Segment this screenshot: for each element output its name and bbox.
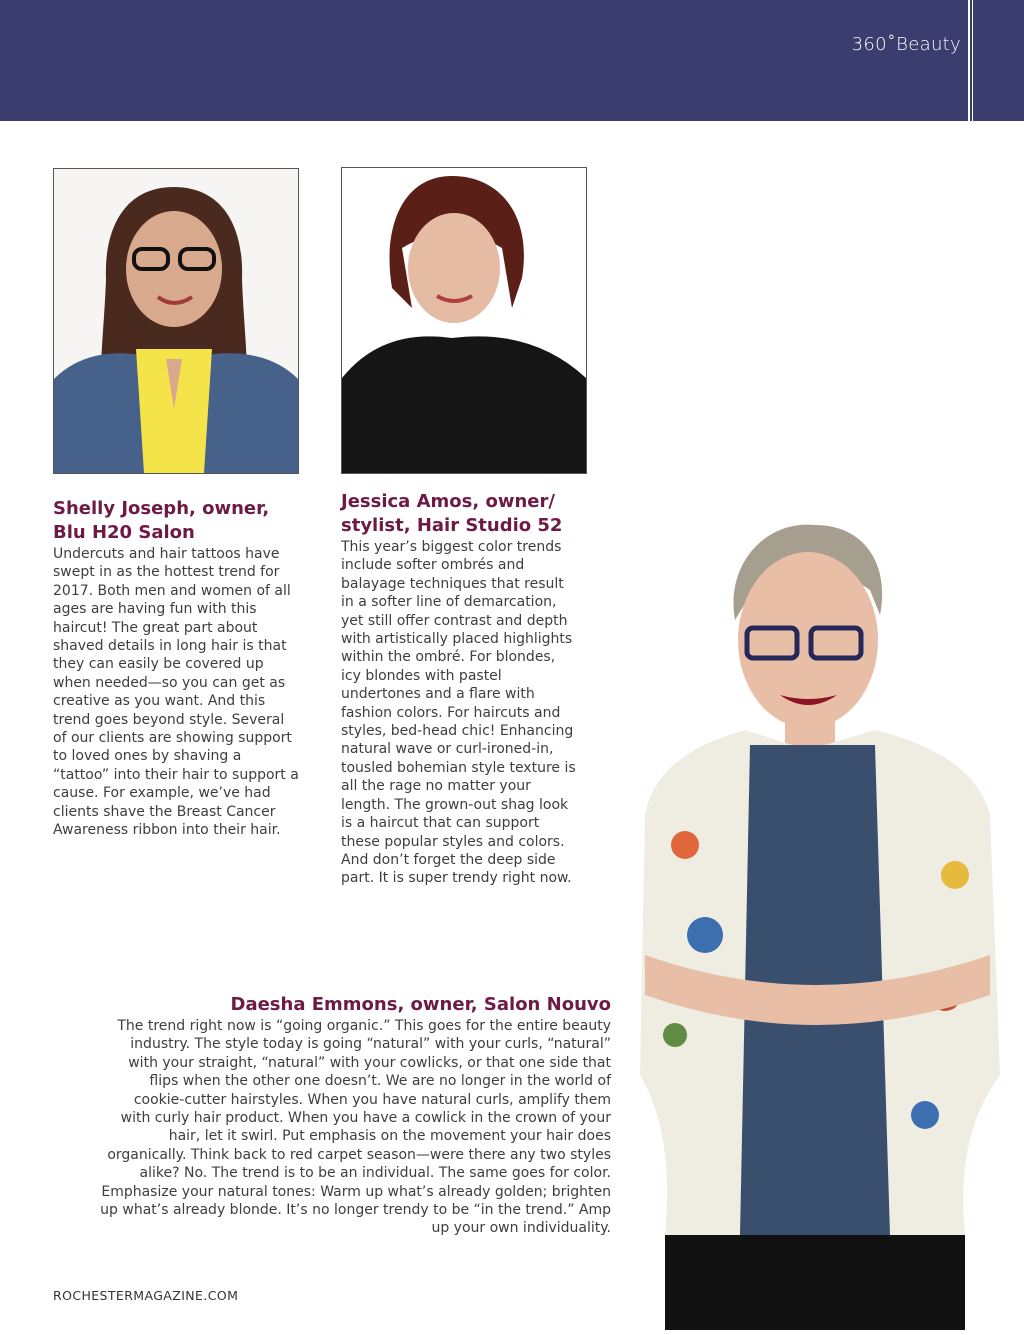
profile-name-line2: stylist, Hair Studio 52 xyxy=(341,515,563,536)
header-rule xyxy=(968,0,970,121)
cutout-photo-daesha xyxy=(625,515,1010,1330)
profile-paragraph-daesha: The trend right now is “going organic.” This goes for the entire beauty industry. The style today is going “natural” with your curls, “natural” with your straight, “natural” with your cowlicks, or that one side that flips when the other one doesn’t. We are no longer in the world of cookie-cutter hairstyles. When you have natural curls, amplify them with curly hair product. When you have a cowlick in the crown of your hair, let it swirl. Put emphasis on the movement your hair does organically. Think back to red carpet season—were there any two styles alike? No. The trend is to be an individual. The same goes for color. Emphasize your natural tones: Warm up what’s already golden; brighten up what’s already blonde. It’s no longer trendy to be “in the trend.” Amp up your own individuality. xyxy=(100,1018,611,1237)
profile-name-line1: Shelly Joseph, owner, xyxy=(53,498,270,519)
portrait-photo-jessica xyxy=(341,167,587,474)
profile-name-jessica xyxy=(341,490,601,538)
profile-paragraph-jessica: This year’s biggest color trends include softer ombrés and balayage techniques that result in a softer line of demarcation, yet still offer contrast and depth with artistically placed highlights within the ombré. For blondes, icy blondes with pastel undertones and a flare with fashion colors. For haircuts and styles, bed-head chic! Enhancing natural wave or curl-ironed-in, tousled bohemian style texture is all the rage no matter your length. The grown-out shag look is a haircut that can support these popular styles and colors. And don’t forget the deep side part. It is super trendy right now. xyxy=(341,539,576,887)
header-band xyxy=(0,0,1024,121)
profile-paragraph-shelly: Undercuts and hair tattoos have swept in as the hottest trend for 2017. Both men and women of all ages are having fun with this haircut! The great part about shaved details in long hair is that they can easily be covered up when needed—so you can get as creative as you want. And this trend goes beyond style. Several of our clients are showing support to loved ones by shaving a “tattoo” into their hair to support a cause. For example, we’ve had clients shave the Breast Cancer Awareness ribbon into their hair. xyxy=(53,546,299,839)
footer-site-url: ROCHESTERMAGAZINE.COM xyxy=(53,1288,239,1303)
profile-name-shelly xyxy=(53,497,313,545)
profile-name-line2: Blu H20 Salon xyxy=(53,522,195,543)
profile-name-daesha: Daesha Emmons, owner, Salon Nouvo xyxy=(230,994,611,1015)
header-rule-thin xyxy=(972,0,973,121)
profile-name-line1: Jessica Amos, owner/ xyxy=(341,491,555,512)
section-label: 360˚Beauty xyxy=(851,34,961,55)
portrait-photo-shelly xyxy=(53,168,299,474)
